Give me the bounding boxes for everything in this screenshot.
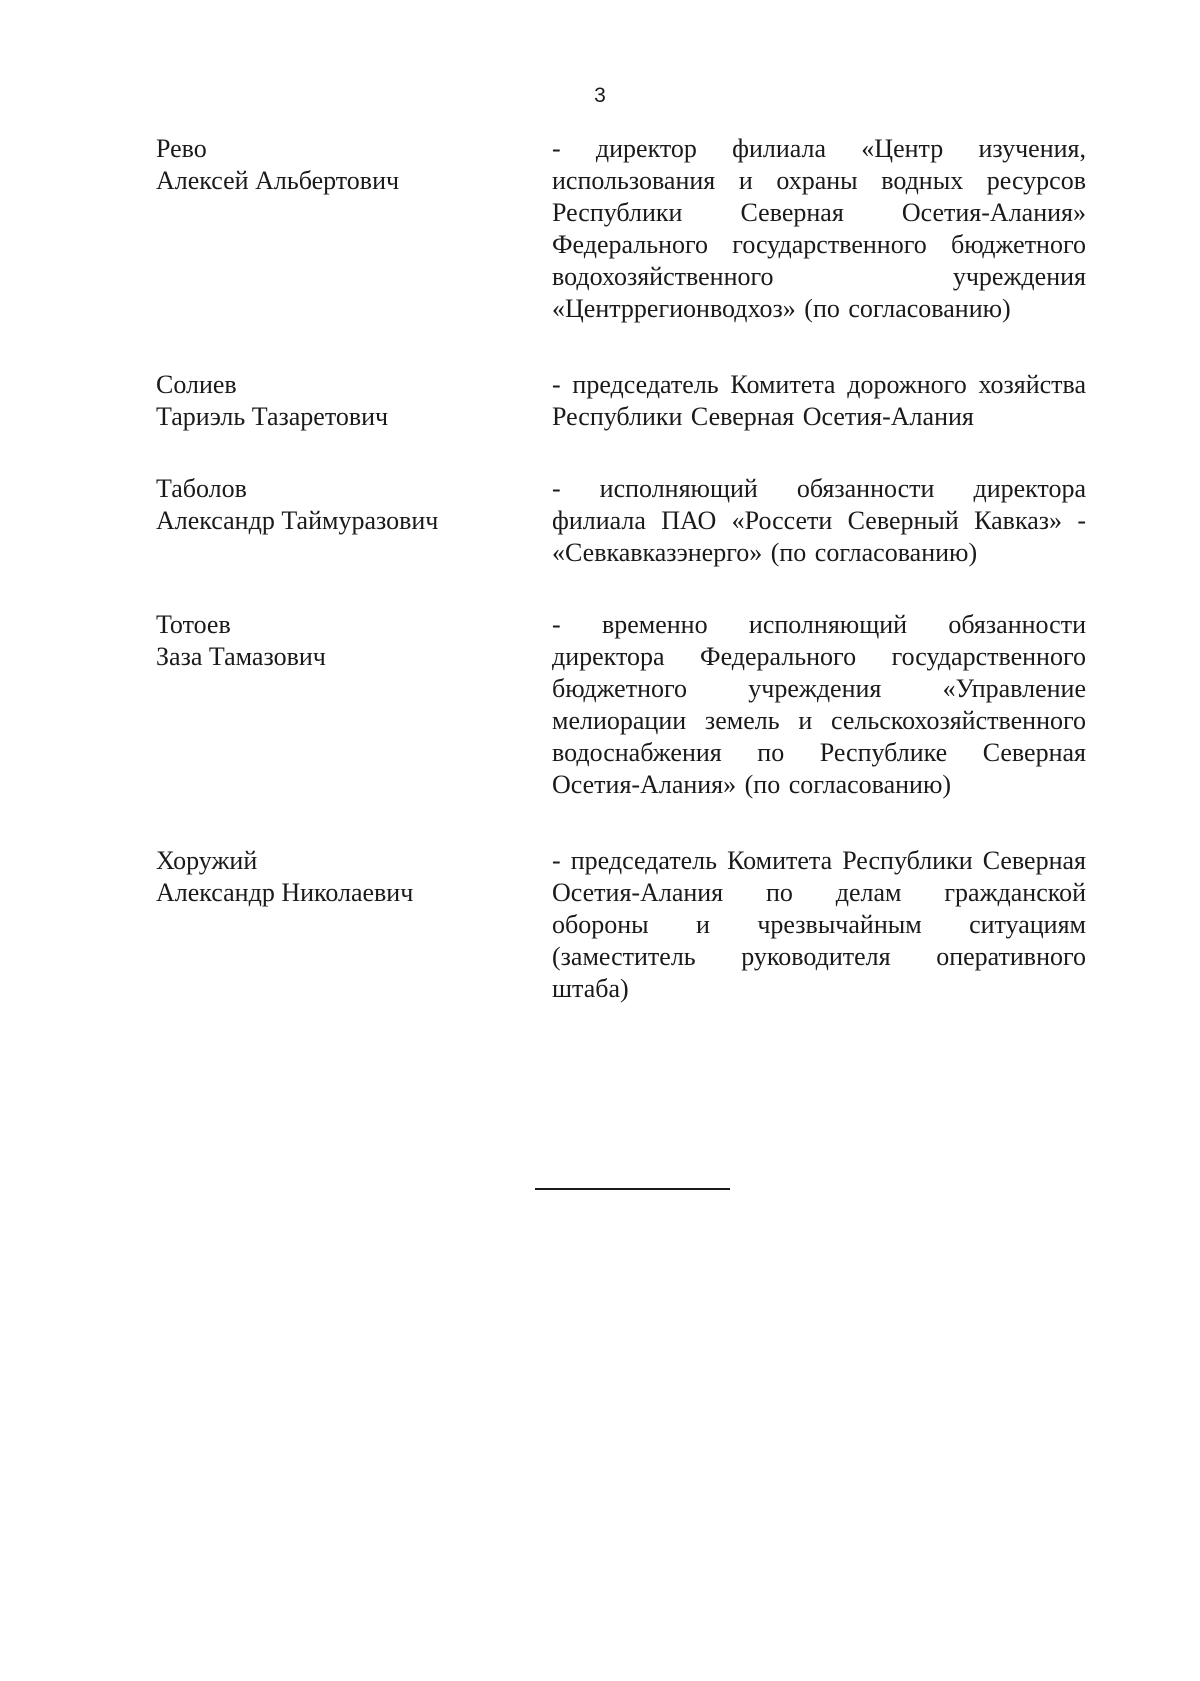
member-surname: Тотоев [156, 610, 231, 639]
member-name [156, 473, 552, 569]
member-list [156, 133, 1086, 1045]
member-role: - временно исполняющий обязанности директора Федерального государственного бюджетного учреждения «Управление мелиорации земель и сельскохозяйственного водоснабжения по Республике Северная Осетия-Алания» (по согласованию) [552, 610, 1086, 799]
member-entry [156, 845, 1086, 1005]
member-surname: Хоружий [156, 846, 258, 875]
member-given-name: Александр Таймуразович [156, 506, 439, 535]
member-given-name: Заза Тамазович [156, 642, 326, 671]
member-name [156, 845, 552, 1005]
member-role: - директор филиала «Центр изучения, использования и охраны водных ресурсов Республики Северная Осетия-Алания» Федерального государственного бюджетного водохозяйственного учреждения «Центррегионводхоз» (по согласованию) [552, 134, 1086, 323]
member-role: - председатель Комитета Республики Северная Осетия-Алания по делам гражданской обороны и чрезвычайным ситуациям (заместитель руководителя оперативного штаба) [552, 846, 1086, 1003]
member-entry [156, 133, 1086, 325]
member-entry [156, 473, 1086, 569]
member-given-name: Александр Николаевич [156, 878, 414, 907]
member-name [156, 133, 552, 325]
member-role: - председатель Комитета дорожного хозяйства Республики Северная Осетия-Алания [552, 370, 1086, 431]
member-given-name: Алексей Альбертович [156, 166, 400, 195]
page-number: 3 [594, 84, 606, 107]
member-entry [156, 609, 1086, 801]
end-of-list-rule [535, 1188, 730, 1190]
member-surname: Рево [156, 134, 207, 163]
member-given-name: Тариэль Тазаретович [156, 402, 389, 431]
member-role: - исполняющий обязанности директора филиала ПАО «Россети Северный Кавказ» - «Севкавказэнерго» (по согласованию) [552, 474, 1086, 567]
member-entry [156, 369, 1086, 433]
member-surname: Солиев [156, 370, 237, 399]
member-name [156, 609, 552, 801]
member-name [156, 369, 552, 433]
member-surname: Таболов [156, 474, 247, 503]
